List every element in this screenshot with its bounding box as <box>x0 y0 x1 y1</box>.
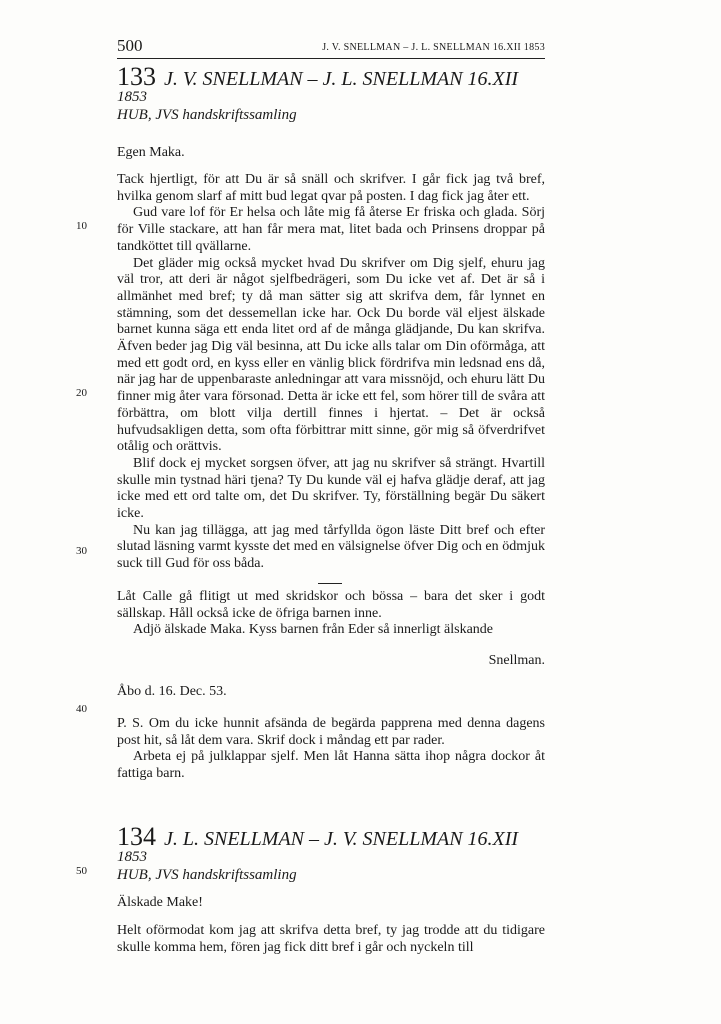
line-number: 50 <box>76 865 87 877</box>
letter-title <box>117 62 545 91</box>
salutation-text: Egen Maka. <box>117 145 185 160</box>
line-number: 30 <box>76 545 87 557</box>
paragraph: Gud vare lof för Er helsa och låte mig få återse Er friska och glada. Sörj för Ville stackare, att han får mera mat, litet bada och Prinsens droppar på tandköttet till qvällarne. <box>117 205 545 254</box>
letter-number: 133 <box>117 62 156 91</box>
salutation <box>117 145 545 162</box>
salutation <box>117 895 545 912</box>
place-date-text: Åbo d. 16. Dec. 53. <box>117 684 227 699</box>
signature: Snellman. <box>488 653 545 668</box>
letter-133-body <box>117 172 545 573</box>
place-date <box>117 684 545 701</box>
page-header <box>117 36 545 59</box>
letter-134-body <box>117 923 545 956</box>
paragraph: Låt Calle gå flitigt ut med skridskor och bössa – bara det sker i godt sällskap. Håll också icke de öfriga barnen inne. <box>117 589 545 621</box>
letter-correspondents: J. V. SNELLMAN – J. L. SNELLMAN 16.XII <box>164 68 519 90</box>
letter-134-heading <box>117 822 545 884</box>
letter-year: 1853 <box>117 89 147 105</box>
letter-133-heading <box>117 62 545 124</box>
line-number: 10 <box>76 220 87 232</box>
paragraph: Det gläder mig också mycket hvad Du skrifver om Dig sjelf, ehuru jag väl tror, att deri är något sjelfbedrägeri, som Du icke vet af. Det är så i allmänhet med bref; ty då man sätter sig att skrifva dem, får lynnet en stämning, som det dessemellan icke har. Ock Du borde väl eljest älskade barnet kunna säga ett enda litet ord af de många glädjande, Du kan skrifva. Äfven beder jag Dig väl besinna, att Du icke alls talar om Din oförmåga, att med ett godt ord, en kyss eller en vänlig blick fördrifva min ledsnad ens då, när jag har de uppenbaraste anledningar att vara missnöjd, och ehuru lätt Du finner mig åter vara försonad. Detta är icke ett fel, som hörer till de svåra att förbättra, om blott vilja dertill finnes i hjertat. – Det är också hufvudsakligen detta, som ofta förbittrar mitt sinne, gör mig så öfverdrifvet otålig och orättvis. <box>117 255 545 455</box>
letter-title <box>117 822 545 851</box>
letter-number: 134 <box>117 822 156 851</box>
letter-source: HUB, JVS handskriftssamling <box>117 867 297 883</box>
paragraph: Blif dock ej mycket sorgsen öfver, att jag nu skrifver så strängt. Hvartill skulle min tystnad häri tjena? Ty Du kunde väl ej hafva glädje deraf, att jag icke med ett ord talte om, det Du skrifver. Ty, förställning begär Du säkert icke. <box>117 455 545 522</box>
letter-year: 1853 <box>117 849 147 865</box>
line-number: 20 <box>76 387 87 399</box>
section-divider <box>318 583 342 584</box>
postscript <box>117 716 545 783</box>
paragraph: P. S. Om du icke hunnit afsända de begärda papprena med denna dagens post hit, så låt dem vara. Skrif dock i måndag ett par rader. <box>117 716 545 748</box>
page-number: 500 <box>117 36 143 55</box>
letter-correspondents: J. L. SNELLMAN – J. V. SNELLMAN 16.XII <box>164 828 519 850</box>
letter-133-closing <box>117 589 545 639</box>
paragraph: Nu kan jag tillägga, att jag med tårfyllda ögon läste Ditt bref och efter slutad läsning varmt kysste det med en välsignelse öfver Dig och en ödmjuk suck till Gud för oss båda. <box>117 522 545 572</box>
paragraph: Adjö älskade Maka. Kyss barnen från Eder så innerligt älskande <box>133 622 493 638</box>
letter-source: HUB, JVS handskriftssamling <box>117 107 297 123</box>
line-number: 40 <box>76 703 87 715</box>
salutation-text: Älskade Make! <box>117 895 203 910</box>
paragraph: Helt oförmodat kom jag att skrifva detta bref, ty jag trodde att du tidigare skulle komma hem, fören jag fick ditt bref i går och nyckeln till <box>117 923 545 955</box>
paragraph: Arbeta ej på julklappar sjelf. Men låt Hanna sätta ihop några dockor åt fattiga barn. <box>117 749 545 782</box>
paragraph: Tack hjertligt, för att Du är så snäll och skrifver. I går fick jag två bref, hvilka genom slarf af mitt bud legat qvar på posten. I dag fick jag åter ett. <box>117 172 545 204</box>
running-head: J. V. SNELLMAN – J. L. SNELLMAN 16.XII 1853 <box>322 42 545 53</box>
